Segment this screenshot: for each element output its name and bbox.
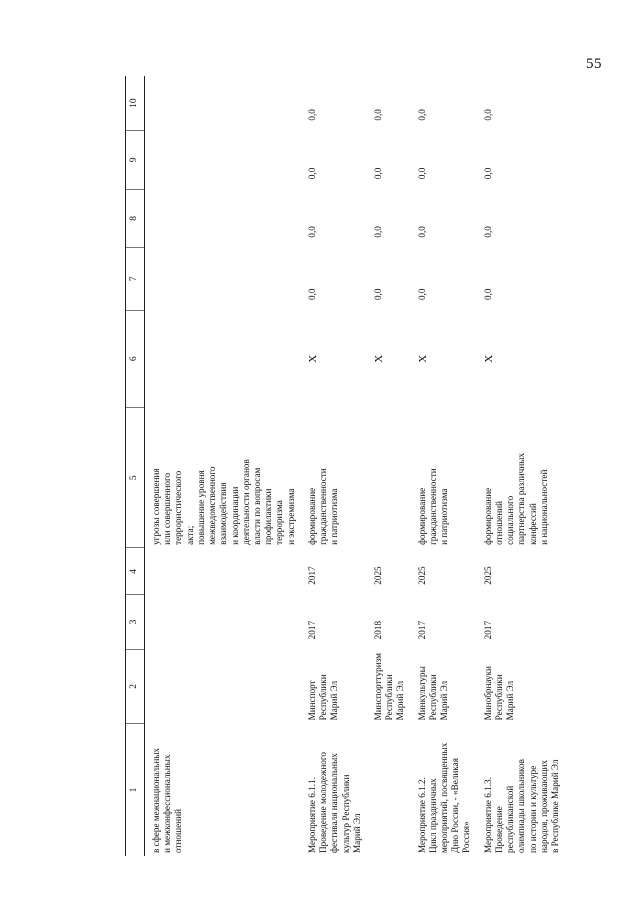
column-header-4: 4	[126, 548, 145, 595]
text-line: Россия»	[461, 821, 472, 853]
text-line: акта;	[184, 525, 195, 545]
text-line: Цикл праздничных	[427, 778, 438, 853]
text-line: деятельности органов	[240, 459, 251, 545]
measure-cell	[301, 723, 367, 856]
column-header-6: 6	[126, 310, 145, 408]
text-line: терроризма	[274, 500, 285, 545]
text-line: мероприятий, посвященных	[439, 742, 450, 853]
text-line: Проведение	[493, 806, 504, 853]
table-row	[411, 76, 477, 856]
text-line: Мероприятие 6.1.2.	[416, 777, 427, 853]
text-line: Минспорттуризм	[372, 653, 383, 721]
end-year-cell: 2025	[416, 566, 427, 585]
column-header-7: 7	[126, 248, 145, 310]
column-header-1: 1	[126, 723, 145, 856]
table-body	[145, 76, 566, 856]
value-cell-9: 0,0	[306, 167, 317, 180]
column-header-8: 8	[126, 189, 145, 248]
responsible-executor-cell	[367, 649, 411, 723]
text-line: Минобрнауки	[482, 666, 493, 721]
value-cell-8: 0,0	[372, 226, 383, 238]
value-cell-10: 0,0	[372, 109, 383, 121]
text-line: взаимодействия	[218, 482, 229, 545]
value-cell-9: 0,0	[372, 167, 383, 180]
expected-result-cell	[411, 408, 477, 548]
expected-result-cell	[367, 408, 411, 548]
intro-result-cell	[145, 408, 301, 548]
start-year-cell: 2017	[482, 620, 493, 640]
value-cell-7: 0,0	[482, 288, 493, 301]
measure-cell	[411, 723, 477, 856]
code-cell: X	[482, 354, 495, 363]
value-cell-10: 0,0	[482, 109, 493, 121]
page-number: 55	[586, 56, 602, 72]
responsible-executor-cell	[477, 649, 566, 723]
text-line: Марий Эл	[505, 680, 516, 721]
end-year-cell: 2025	[372, 566, 383, 585]
text-line: Мероприятие 6.1.3.	[482, 777, 493, 853]
text-line: в сфере межнациональных	[151, 747, 161, 853]
code-cell: X	[306, 354, 319, 363]
table-row	[301, 76, 367, 856]
end-year-cell: 2017	[306, 566, 317, 585]
text-line: партнерства различных	[516, 453, 527, 545]
text-line: угрозы совершения	[151, 468, 161, 545]
column-header-2: 2	[126, 649, 145, 723]
text-line: или совершенного	[162, 472, 173, 545]
value-cell-9: 0,0	[416, 167, 427, 180]
value-cell-7: 0,0	[306, 288, 317, 301]
text-line: повышение уровня	[195, 470, 206, 545]
expected-result-cell	[301, 408, 367, 548]
text-line: гражданственности	[427, 468, 438, 545]
column-header-10: 10	[126, 76, 145, 131]
responsible-executor-cell	[411, 649, 477, 723]
value-cell-8: 0,0	[306, 226, 317, 238]
value-cell-9: 0,0	[482, 167, 493, 180]
measure-cell	[477, 723, 566, 856]
text-line: культур Республики	[340, 774, 351, 853]
text-line: власти по вопросам	[251, 467, 262, 545]
code-cell: X	[416, 354, 429, 363]
text-line: Республики	[384, 674, 395, 721]
text-line: профилактики	[263, 488, 274, 545]
value-cell-10: 0,0	[306, 109, 317, 121]
responsible-executor-cell	[301, 649, 367, 723]
text-line: олимпиады школьников	[516, 759, 527, 853]
column-header-9: 9	[126, 131, 145, 190]
text-line: гражданственности	[318, 468, 329, 545]
text-line: формирование	[416, 487, 427, 545]
value-cell-7: 0,0	[416, 288, 427, 301]
value-cell-7: 0,0	[372, 288, 383, 301]
table-row-intro	[145, 76, 301, 856]
value-cell-8: 0,0	[482, 226, 493, 238]
table-row	[477, 76, 566, 856]
text-line: Марий Эл	[439, 680, 450, 721]
column-header-5: 5	[126, 408, 145, 548]
column-header-3: 3	[126, 595, 145, 650]
rotated-landscape-sheet	[125, 76, 560, 856]
text-line: Дню России, - «Великая	[450, 758, 461, 853]
text-line: народов, проживающих	[538, 759, 549, 853]
start-year-cell: 2018	[372, 620, 383, 640]
text-line: Республики	[318, 674, 329, 721]
text-line: и координации	[229, 486, 240, 545]
text-line: террористического	[173, 470, 184, 545]
text-line: республиканской	[505, 785, 516, 853]
text-line: формирование	[482, 487, 493, 545]
text-line: Марий Эл	[395, 680, 406, 721]
text-line: и межконфессиональных	[162, 754, 173, 853]
value-cell-10: 0,0	[416, 109, 427, 121]
text-line: по истории и культуре	[527, 765, 538, 853]
expected-result-cell	[477, 408, 566, 548]
text-line: Мероприятие 6.1.1.	[306, 777, 317, 853]
code-cell: X	[372, 354, 385, 363]
text-line: отношений	[173, 809, 184, 853]
text-line: в Республике Марий Эл	[550, 759, 560, 853]
column-number-header	[126, 76, 145, 856]
text-line: Минкультуры	[416, 666, 427, 721]
text-line: Марий Эл	[329, 680, 340, 721]
end-year-cell: 2025	[482, 566, 493, 585]
text-line: межведомственного	[207, 466, 218, 545]
text-line: социального	[505, 495, 516, 545]
text-line: формирование	[306, 487, 317, 545]
text-line: и патриотизма	[439, 488, 450, 545]
text-line: и экстремизма	[285, 488, 296, 545]
table-row	[367, 76, 411, 856]
program-measures-table	[125, 76, 565, 856]
text-line: и национальностей	[538, 469, 549, 545]
measure-cell	[367, 723, 411, 856]
text-line: Минспорт	[306, 680, 317, 721]
value-cell-8: 0,0	[416, 226, 427, 238]
text-line: конфессий	[527, 503, 538, 545]
intro-measure-cell	[145, 723, 301, 856]
text-line: и патриотизма	[329, 488, 340, 545]
start-year-cell: 2017	[306, 620, 317, 640]
text-line: отношений	[493, 501, 504, 545]
start-year-cell: 2017	[416, 620, 427, 640]
text-line: фестиваля национальных	[329, 753, 340, 853]
text-line: Республики	[427, 674, 438, 721]
text-line: Марий Эл	[351, 813, 362, 853]
text-line: Проведение молодежного	[318, 752, 329, 853]
text-line: Республики	[493, 674, 504, 721]
